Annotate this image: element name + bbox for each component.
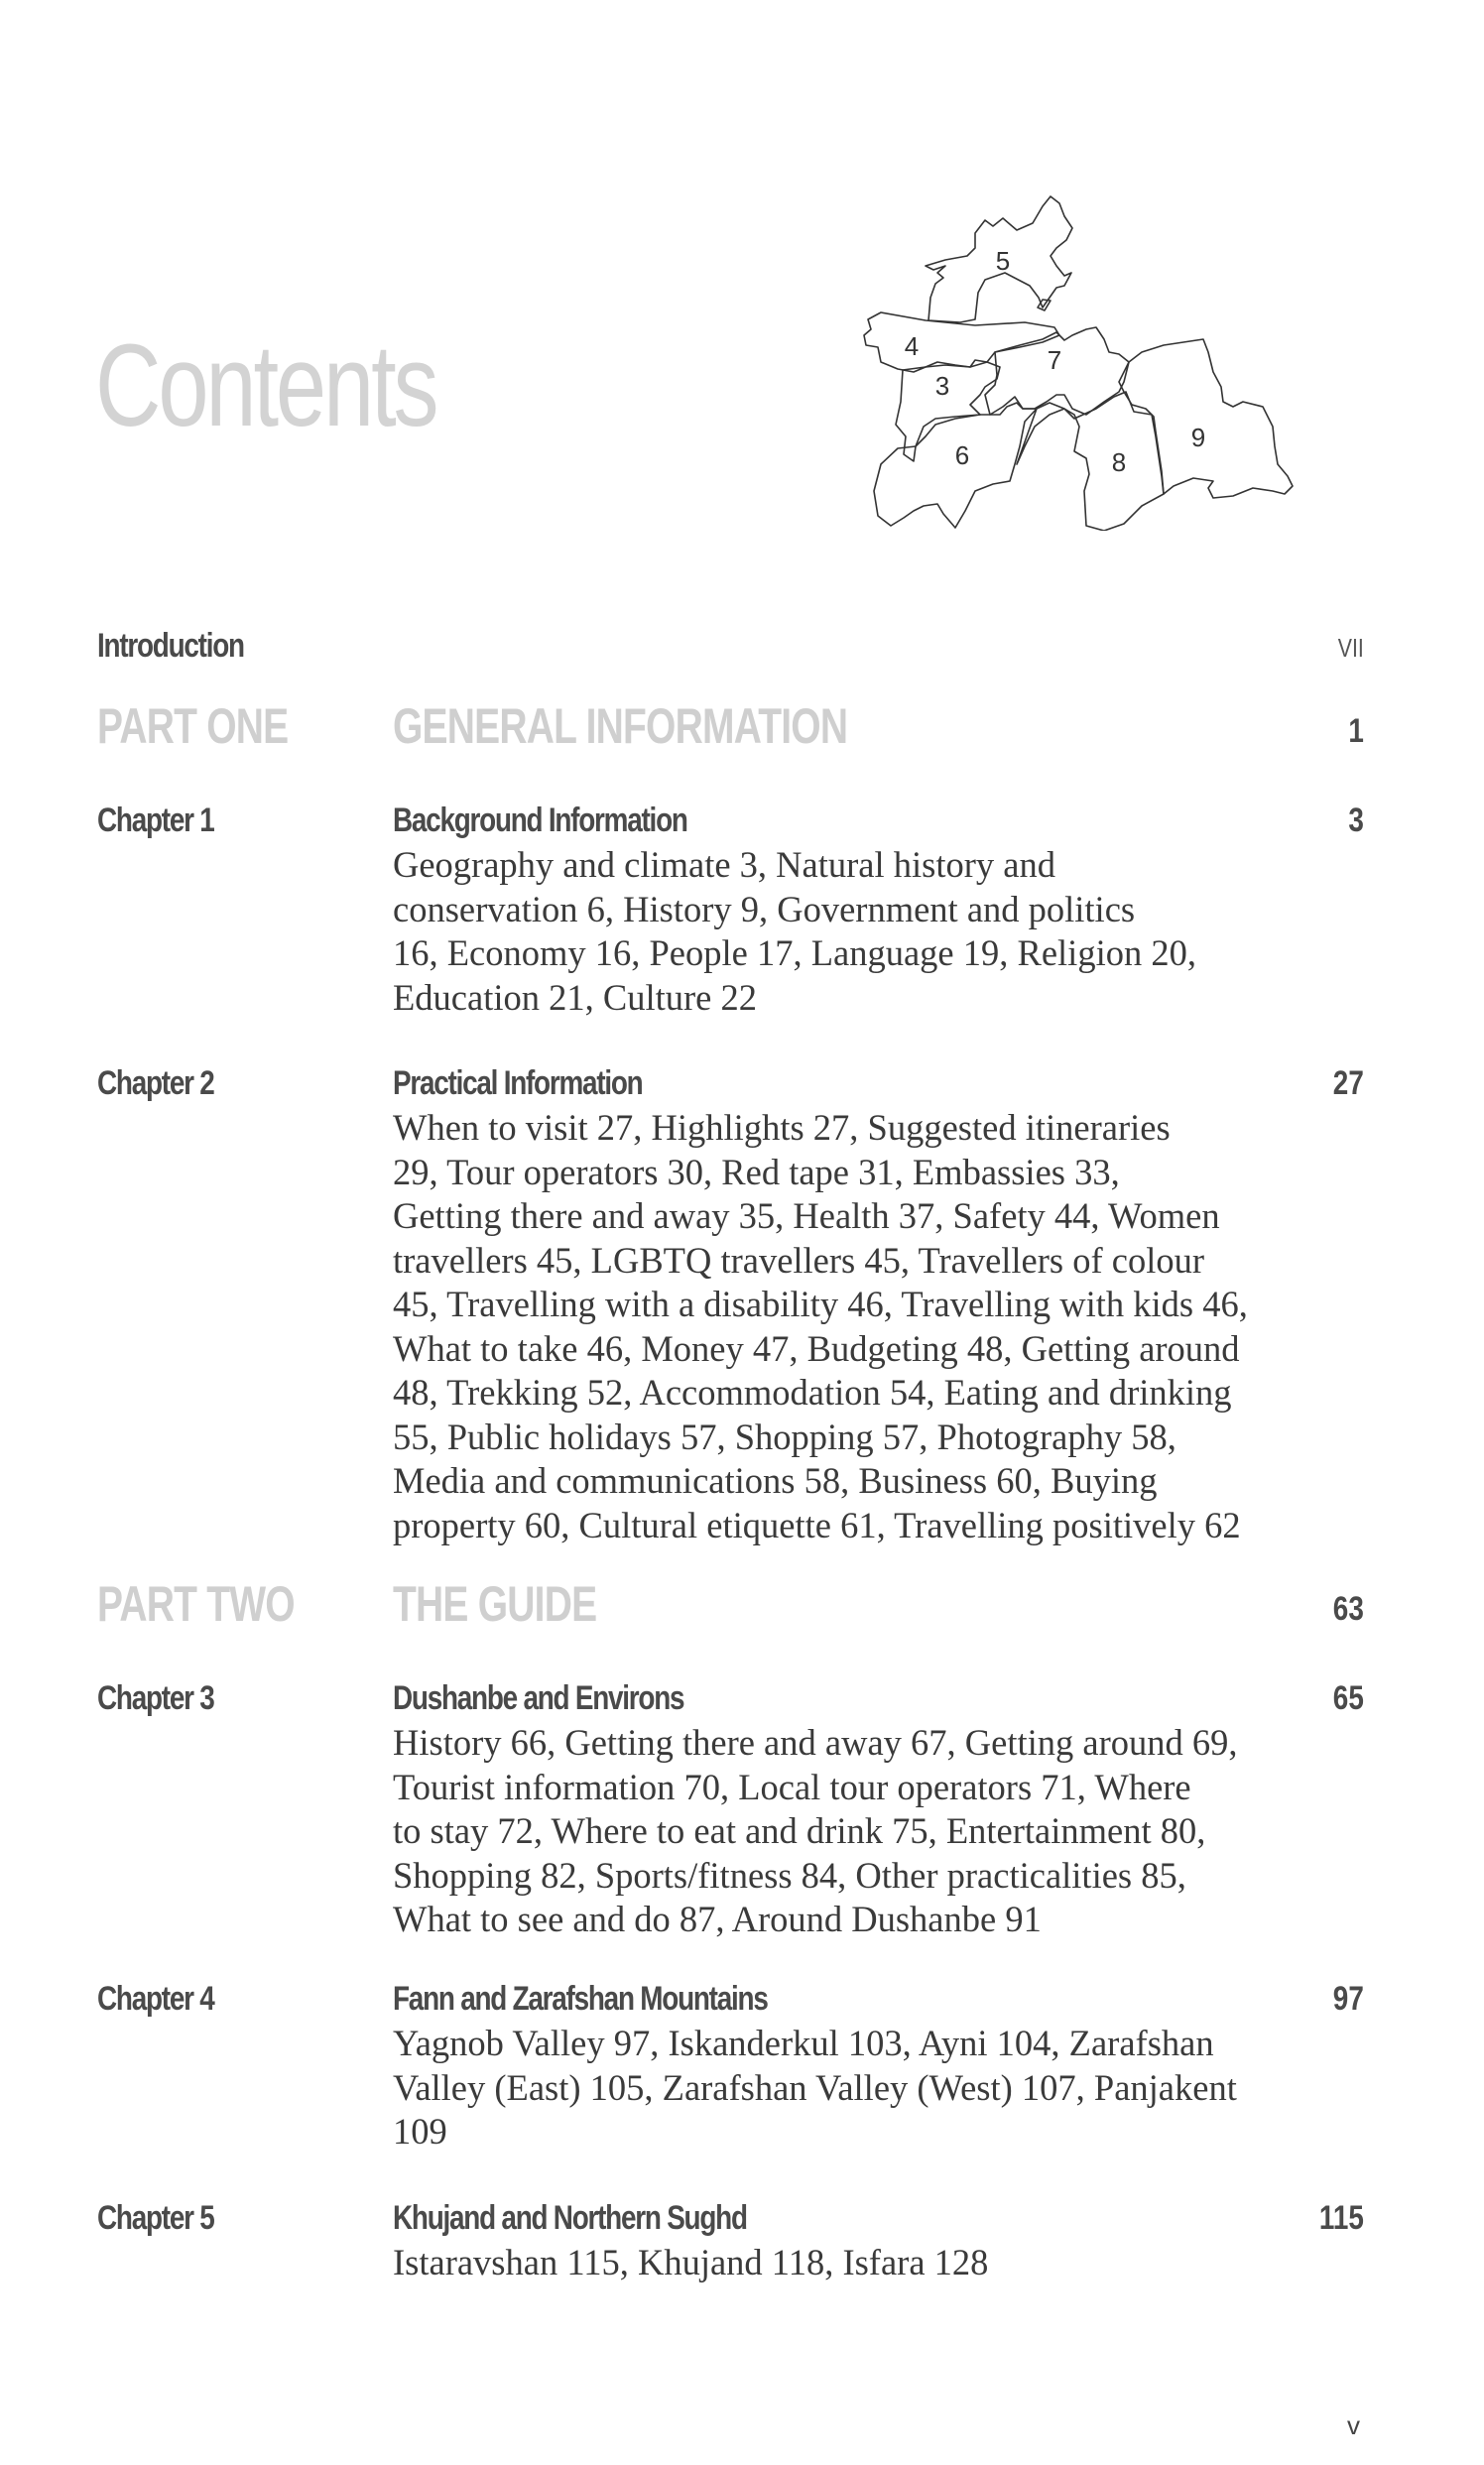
section-line: property 60, Cultural etiquette 61, Travelling positively 62 — [393, 1504, 1241, 1545]
section-line: 29, Tour operators 30, Red tape 31, Embassies 33, — [393, 1151, 1120, 1192]
part-two-heading[interactable]: THE GUIDE — [393, 1576, 597, 1632]
page-title: Contents — [95, 320, 436, 451]
section-line: to stay 72, Where to eat and drink 75, Entertainment 80, — [393, 1810, 1206, 1851]
chapter-1-label: Chapter 1 — [97, 801, 214, 839]
section-line: Istaravshan 115, Khujand 118, Isfara 128 — [393, 2242, 989, 2282]
part-two-label: PART TWO — [97, 1576, 295, 1632]
part-one-page: 1 — [1348, 712, 1364, 750]
chapter-3-page: 65 — [1332, 1679, 1364, 1717]
chapter-2-heading[interactable]: Practical Information — [393, 1064, 643, 1102]
region-map — [826, 149, 1347, 531]
map-label-5: 5 — [995, 246, 1011, 276]
toc-introduction-page: VII — [1337, 633, 1364, 663]
map-region-9 — [1119, 339, 1293, 498]
part-two-page: 63 — [1332, 1590, 1364, 1628]
section-line: Valley (East) 105, Zarafshan Valley (West) 107, Panjakent — [393, 2066, 1237, 2108]
chapter-5-sections — [393, 2241, 1345, 2285]
toc-introduction-label[interactable]: Introduction — [97, 627, 244, 665]
section-line: 16, Economy 16, People 17, Language 19, Religion 20, — [393, 932, 1196, 973]
part-one-heading[interactable]: GENERAL INFORMATION — [393, 698, 848, 754]
chapter-1-page: 3 — [1348, 801, 1364, 839]
map-label-7: 7 — [1047, 345, 1062, 375]
section-line: Tourist information 70, Local tour operators 71, Where — [393, 1766, 1191, 1807]
chapter-3-heading[interactable]: Dushanbe and Environs — [393, 1679, 684, 1717]
section-line: Yagnob Valley 97, Iskanderkul 103, Ayni 104, Zarafshan — [393, 2023, 1214, 2063]
chapter-5-heading[interactable]: Khujand and Northern Sughd — [393, 2199, 747, 2237]
map-label-9: 9 — [1190, 423, 1206, 452]
chapter-1-sections — [393, 843, 1345, 1020]
map-label-3: 3 — [934, 371, 950, 401]
chapter-2-label: Chapter 2 — [97, 1064, 214, 1102]
section-line: conservation 6, History 9, Government and politics — [393, 888, 1136, 929]
chapter-4-label: Chapter 4 — [97, 1980, 214, 2018]
chapter-3-sections — [393, 1721, 1345, 1942]
part-one-label: PART ONE — [97, 698, 289, 754]
map-label-8: 8 — [1111, 447, 1127, 477]
section-line: What to see and do 87, Around Dushanbe 91 — [393, 1899, 1042, 1939]
chapter-3-label: Chapter 3 — [97, 1679, 214, 1717]
section-line: Getting there and away 35, Health 37, Safety 44, Women — [393, 1195, 1220, 1236]
section-line: History 66, Getting there and away 67, Getting around 69, — [393, 1722, 1238, 1763]
section-line: travellers 45, LGBTQ travellers 45, Travellers of colour — [393, 1239, 1205, 1281]
chapter-2-sections — [393, 1106, 1345, 1547]
section-line: Education 21, Culture 22 — [393, 976, 757, 1018]
section-line: 45, Travelling with a disability 46, Travelling with kids 46, — [393, 1284, 1248, 1324]
map-label-6: 6 — [954, 440, 970, 470]
chapter-4-page: 97 — [1332, 1980, 1364, 2018]
section-line: Geography and climate 3, Natural history and — [393, 844, 1055, 885]
section-line: 109 — [393, 2111, 447, 2152]
section-line: 55, Public holidays 57, Shopping 57, Photography 58, — [393, 1416, 1176, 1457]
chapter-5-label: Chapter 5 — [97, 2199, 214, 2237]
chapter-5-page: 115 — [1319, 2199, 1364, 2237]
section-line: Shopping 82, Sports/fitness 84, Other practicalities 85, — [393, 1854, 1186, 1896]
chapter-4-sections — [393, 2022, 1345, 2155]
section-line: Media and communications 58, Business 60, Buying — [393, 1460, 1158, 1501]
section-line: 48, Trekking 52, Accommodation 54, Eating and drinking — [393, 1372, 1232, 1413]
chapter-1-heading[interactable]: Background Information — [393, 801, 687, 839]
chapter-4-heading[interactable]: Fann and Zarafshan Mountains — [393, 1980, 768, 2018]
page-folio: v — [1347, 2410, 1360, 2440]
section-line: What to take 46, Money 47, Budgeting 48, Getting around — [393, 1327, 1240, 1369]
map-label-4: 4 — [904, 331, 920, 361]
chapter-2-page: 27 — [1332, 1064, 1364, 1102]
section-line: When to visit 27, Highlights 27, Suggested itineraries — [393, 1107, 1171, 1148]
